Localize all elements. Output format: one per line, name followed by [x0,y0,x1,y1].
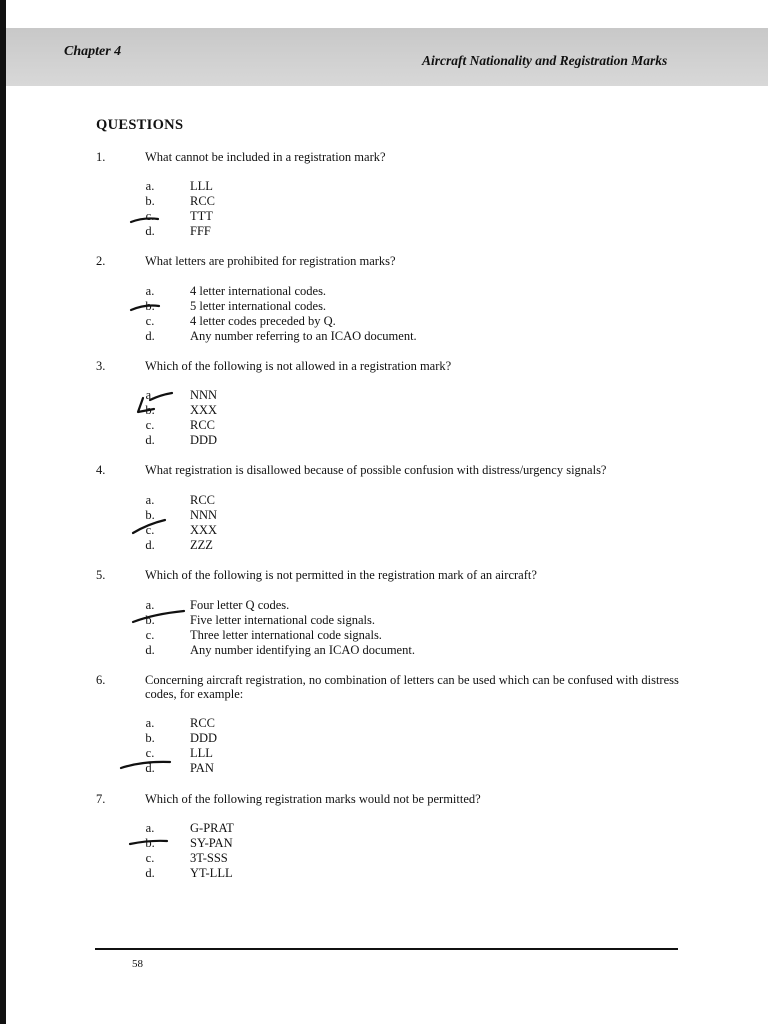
option-text: Three letter international code signals. [190,628,382,642]
option-text: XXX [190,403,218,417]
option-letter: d. [145,433,155,447]
option-text: LLL [190,746,213,760]
question-text: What registration is disallowed because of possible confusion with distress/urgency signals? [145,463,607,477]
question-text: Which of the following registration marks would not be permitted? [145,792,481,806]
option-text: FFF [190,224,211,238]
option-letter: d. [145,643,155,657]
option-letter: c. [145,209,155,223]
option-letter: a. [145,821,155,835]
option-text: RCC [190,418,216,432]
option-letter: d. [145,538,155,552]
question-text: Which of the following is not permitted in the registration mark of an aircraft? [145,568,537,582]
option-text: NNN [190,388,218,402]
option-letter: d. [145,866,155,880]
option-text: LLL [190,179,213,193]
option-text: RCC [190,716,216,730]
option-letter: a. [145,388,155,402]
option-text: Any number referring to an ICAO document. [190,329,417,343]
question-number: 7. [96,792,106,806]
option-text: G-PRAT [190,821,234,835]
option-letter: a. [145,179,155,193]
option-letter: b. [145,403,155,417]
chapter-title: Aircraft Nationality and Registration Marks [422,53,668,68]
question-number: 2. [96,254,106,268]
section-title: QUESTIONS [96,117,184,133]
question-number: 6. [96,673,106,687]
page-left-edge [0,0,6,1024]
option-text: RCC [190,493,216,507]
option-letter: d. [145,329,155,343]
option-text: 3T-SSS [190,851,228,865]
question-number: 5. [96,568,106,582]
option-letter: d. [145,761,155,775]
footer-rule [95,948,678,950]
option-text: Five letter international code signals. [190,613,376,627]
option-text: SY-PAN [190,836,233,850]
option-text: DDD [190,433,218,447]
option-letter: b. [145,731,155,745]
page-number: 58 [132,958,143,970]
question-number: 1. [96,150,106,164]
option-text: XXX [190,523,218,537]
option-letter: c. [145,314,155,328]
option-text: 5 letter international codes. [190,299,327,313]
option-letter: b. [145,299,155,313]
option-text: YT-LLL [190,866,233,880]
option-text: ZZZ [190,538,213,552]
option-letter: c. [145,418,155,432]
option-text: TTT [190,209,213,223]
pen-mark-q5 [133,611,184,622]
option-text: Any number identifying an ICAO document. [190,643,415,657]
option-letter: a. [145,493,155,507]
option-letter: b. [145,836,155,850]
option-letter: b. [145,613,155,627]
option-letter: a. [145,716,155,730]
option-text: RCC [190,194,216,208]
option-letter: d. [145,224,155,238]
question-text: What letters are prohibited for registration marks? [145,254,396,268]
option-letter: c. [145,523,155,537]
question-text: What cannot be included in a registration mark? [145,150,386,164]
option-text: 4 letter codes preceded by Q. [190,314,336,328]
option-letter: a. [145,284,155,298]
option-letter: b. [145,508,155,522]
option-text: Four letter Q codes. [190,598,290,612]
question-text: Which of the following is not allowed in a registration mark? [145,359,452,373]
question-number: 4. [96,463,106,477]
question-number: 3. [96,359,106,373]
chapter-label: Chapter 4 [64,44,122,59]
option-text: 4 letter international codes. [190,284,327,298]
option-text: DDD [190,731,218,745]
option-text: NNN [190,508,218,522]
option-text: PAN [190,761,214,775]
question-text: Concerning aircraft registration, no combination of letters can be used which can be confused with distress codes, for example: [145,673,679,701]
option-letter: b. [145,194,155,208]
option-letter: c. [145,851,155,865]
option-letter: a. [145,598,155,612]
option-letter: c. [145,628,155,642]
option-letter: c. [145,746,155,760]
